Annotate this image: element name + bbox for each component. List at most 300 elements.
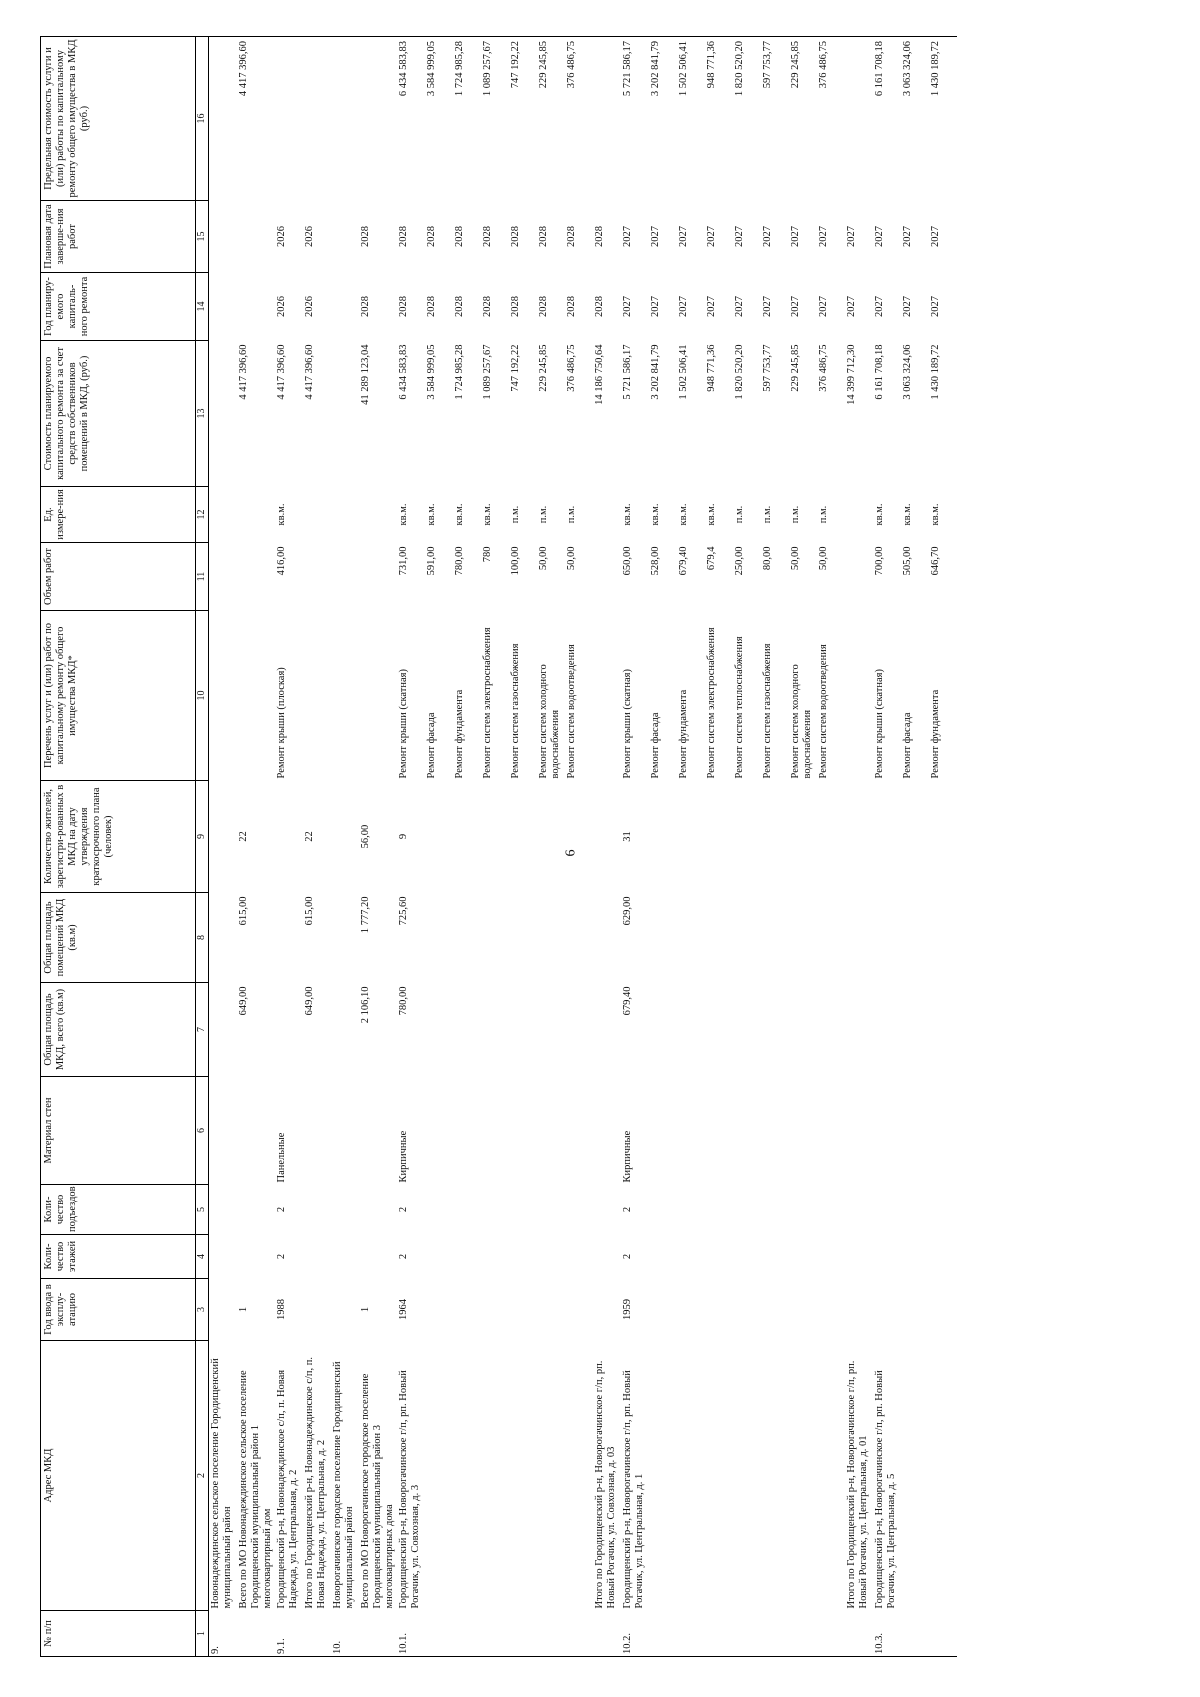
table-cell-col-16: 597 753,77	[761, 37, 789, 201]
table-cell-col-2: Городищенский р-н, Новорогачинское г/п, рп. Новый Рогачик, ул. Центральная, д. 5	[873, 1370, 897, 1609]
table-cell-col-15: 2027	[873, 226, 885, 247]
table-cell-col-7	[453, 983, 481, 1077]
table-cell-col-16	[593, 37, 621, 201]
table-cell-col-8	[789, 893, 817, 983]
table-cell-col-10: Ремонт систем водоотведения	[817, 644, 829, 779]
table-cell-col-8: 725,60	[397, 896, 409, 926]
table-cell-col-15: 2027	[901, 226, 913, 247]
table-cell-col-12: кв.м.	[873, 503, 885, 526]
table-cell-col-13: 6 434 583,83	[397, 344, 409, 400]
table-cell-col-15: 2026	[303, 226, 315, 247]
table-cell-col-14: 2027	[649, 296, 661, 317]
table-cell-col-2	[509, 1341, 537, 1611]
table-cell-col-16: 6 434 583,83	[397, 37, 425, 201]
table-cell-col-8: 629,00	[621, 896, 633, 926]
table-cell-col-14: 2027	[929, 296, 941, 317]
table-cell-col-8	[733, 893, 761, 983]
table-row	[677, 37, 705, 1657]
table-cell-col-10	[359, 611, 397, 781]
table-cell-col-13: 14 186 750,64	[593, 344, 605, 405]
table-cell-col-12	[331, 487, 359, 543]
table-cell-col-7	[481, 983, 509, 1077]
table-cell-col-9: 31	[621, 831, 633, 842]
table-cell-col-1	[593, 1611, 621, 1657]
table-cell-col-16	[275, 37, 303, 201]
table-cell-col-16: 948 771,36	[705, 37, 733, 201]
column-number-4: 4	[196, 1235, 209, 1279]
table-cell-col-3	[873, 1279, 901, 1341]
table-cell-col-12: п.м.	[509, 505, 521, 524]
table-cell-col-8	[425, 893, 453, 983]
table-cell-col-14: 2027	[733, 296, 745, 317]
table-cell-col-1	[733, 1611, 761, 1657]
table-row	[565, 37, 593, 1657]
table-cell-col-14: 2028	[593, 296, 605, 317]
table-cell-col-11: 416,00	[275, 546, 287, 576]
table-cell-col-8	[705, 893, 733, 983]
table-cell-col-13: 4 417 396,60	[303, 344, 315, 400]
table-cell-col-6	[761, 1077, 789, 1185]
table-cell-col-5	[761, 1185, 789, 1235]
table-cell-col-12: кв.м.	[481, 503, 493, 526]
table-cell-col-8: 615,00	[237, 896, 249, 926]
table-cell-col-5	[303, 1185, 331, 1235]
table-cell-col-6	[845, 1077, 873, 1185]
table-row	[303, 37, 331, 1657]
table-cell-col-8	[453, 893, 481, 983]
table-cell-col-15: 2028	[453, 226, 465, 247]
table-cell-col-13: 6 161 708,18	[873, 344, 885, 400]
table-cell-col-6: Кирпичные	[621, 1130, 633, 1183]
table-cell-col-10	[237, 611, 275, 781]
table-cell-col-2: Всего по МО Новонадеждинское сельское поселение Городищенский муниципальный район 1 многоквартирный дом	[237, 1370, 273, 1609]
table-cell-col-3	[481, 1279, 509, 1341]
table-cell-col-1	[649, 1611, 677, 1657]
table-cell-col-2	[901, 1341, 929, 1611]
table-cell-col-14: 2027	[677, 296, 689, 317]
table-cell-col-11: 591,00	[425, 546, 437, 576]
table-cell-col-13: 948 771,36	[705, 344, 717, 392]
table-cell-col-4	[237, 1235, 275, 1279]
table-cell-col-5	[817, 1185, 845, 1235]
table-cell-col-16: 1 430 189,72	[929, 37, 957, 201]
table-cell-col-15: 2028	[397, 226, 409, 247]
table-cell-col-15	[208, 201, 237, 273]
table-cell-col-3	[425, 1279, 453, 1341]
table-cell-col-7	[929, 983, 957, 1077]
table-cell-col-15: 2028	[509, 226, 521, 247]
table-cell-col-2	[481, 1341, 509, 1611]
table-cell-col-3: 1	[237, 1306, 249, 1313]
table-cell-col-1	[845, 1611, 873, 1657]
table-cell-col-12	[237, 487, 275, 543]
table-cell-col-16: 1 820 520,20	[733, 37, 761, 201]
table-cell-col-2	[761, 1341, 789, 1611]
table-cell-col-7	[733, 983, 761, 1077]
table-cell-col-9	[873, 781, 901, 893]
table-cell-col-14: 2026	[303, 296, 315, 317]
table-row	[733, 37, 761, 1657]
column-header-14: Год планиру-емого капиталь-ного ремонта	[41, 273, 196, 341]
table-row	[901, 37, 929, 1657]
table-cell-col-12: п.м.	[789, 505, 801, 524]
table-cell-col-5	[425, 1185, 453, 1235]
capital-repair-plan-table	[40, 36, 957, 1657]
table-cell-col-6	[331, 1077, 359, 1185]
table-cell-col-5	[733, 1185, 761, 1235]
column-header-10: Перечень услуг и (или) работ по капитальному ремонту общего имущества МКД*	[41, 611, 196, 781]
table-cell-col-12: кв.м.	[275, 503, 287, 526]
table-cell-col-10: Ремонт крыши (скатная)	[621, 668, 633, 779]
table-cell-col-10: Ремонт систем электроснабжения	[705, 627, 717, 779]
table-cell-col-15: 2028	[359, 226, 371, 247]
table-cell-col-2: Всего по МО Новорогачинское городское поселение Городищенский муниципальный район 3 многоквартирных дома	[359, 1373, 395, 1609]
table-cell-col-4	[845, 1235, 873, 1279]
table-cell-col-10: Ремонт фундамента	[453, 689, 465, 779]
table-cell-col-9	[649, 781, 677, 893]
table-cell-col-5	[359, 1185, 397, 1235]
table-cell-col-1	[453, 1611, 481, 1657]
table-cell-col-7	[873, 983, 901, 1077]
table-row	[789, 37, 817, 1657]
table-cell-col-9	[425, 781, 453, 893]
table-cell-col-4	[649, 1235, 677, 1279]
table-cell-col-13: 1 089 257,67	[481, 344, 493, 400]
table-cell-col-14: 2028	[425, 296, 437, 317]
column-number-row	[196, 37, 209, 1657]
table-row	[845, 37, 873, 1657]
table-cell-col-9	[789, 781, 817, 893]
table-row	[453, 37, 481, 1657]
table-cell-col-7	[677, 983, 705, 1077]
table-cell-col-3: 1	[359, 1306, 371, 1313]
table-cell-col-2	[817, 1341, 845, 1611]
table-cell-col-4: 2	[397, 1253, 409, 1260]
table-cell-col-3	[453, 1279, 481, 1341]
table-cell-col-13	[331, 341, 359, 487]
table-cell-col-13: 1 502 506,41	[677, 344, 689, 400]
table-cell-col-1	[901, 1611, 929, 1657]
table-cell-col-8	[481, 893, 509, 983]
table-cell-col-11: 731,00	[397, 546, 409, 576]
table-cell-col-5	[901, 1185, 929, 1235]
table-cell-col-11: 679,40	[677, 546, 689, 576]
table-cell-col-12: кв.м.	[677, 503, 689, 526]
table-cell-col-8	[845, 893, 873, 983]
table-cell-col-3	[677, 1279, 705, 1341]
table-row	[237, 37, 275, 1657]
table-cell-col-11: 650,00	[621, 546, 633, 576]
table-cell-col-9: 22	[303, 831, 315, 842]
table-cell-col-3	[845, 1279, 873, 1341]
table-cell-col-10: Ремонт крыши (скатная)	[397, 668, 409, 779]
table-cell-col-11: 780	[481, 546, 493, 563]
table-cell-col-11	[303, 543, 331, 611]
table-cell-col-14: 2028	[481, 296, 493, 317]
table-cell-col-4: 2	[621, 1253, 633, 1260]
table-cell-col-16: 3 202 841,79	[649, 37, 677, 201]
column-number-15: 15	[196, 201, 209, 273]
table-cell-col-14: 2028	[359, 296, 371, 317]
table-cell-col-1	[481, 1611, 509, 1657]
table-cell-col-14	[237, 273, 275, 341]
table-cell-col-9	[593, 781, 621, 893]
column-header-13: Стоимость планируемого капитального ремонта за счет средств собственников помещений в МКД, (руб.)	[41, 341, 196, 487]
table-cell-col-11	[593, 543, 621, 611]
table-cell-col-4	[331, 1235, 359, 1279]
table-cell-col-4	[789, 1235, 817, 1279]
table-cell-col-5	[929, 1185, 957, 1235]
table-cell-col-14: 2027	[817, 296, 829, 317]
table-cell-col-12: кв.м.	[901, 503, 913, 526]
table-cell-col-13: 4 417 396,60	[275, 344, 287, 400]
table-cell-col-1	[509, 1611, 537, 1657]
table-cell-col-10: Ремонт фасада	[649, 712, 661, 779]
table-cell-col-14: 2028	[537, 296, 549, 317]
table-cell-col-7: 780,00	[397, 986, 409, 1016]
column-header-1: № п/п	[41, 1611, 196, 1657]
table-cell-col-6	[733, 1077, 761, 1185]
table-cell-col-5	[537, 1185, 565, 1235]
table-cell-col-12	[303, 487, 331, 543]
table-cell-col-4	[303, 1235, 331, 1279]
table-cell-col-10: Ремонт фасада	[901, 712, 913, 779]
table-cell-col-7	[509, 983, 537, 1077]
column-number-5: 5	[196, 1185, 209, 1235]
table-body	[208, 37, 957, 1657]
table-cell-col-14: 2026	[275, 296, 287, 317]
table-cell-col-1	[677, 1611, 705, 1657]
table-cell-col-4: 2	[275, 1253, 287, 1260]
table-cell-col-3	[929, 1279, 957, 1341]
table-cell-col-8: 1 777,20	[359, 896, 371, 934]
table-cell-col-16: 229 245,85	[537, 37, 565, 201]
table-row	[621, 37, 649, 1657]
table-cell-col-2: Новорогачинское городское поселение Городищенский муниципальный район	[331, 1361, 355, 1609]
table-cell-col-6	[303, 1077, 331, 1185]
column-number-16: 16	[196, 37, 209, 201]
table-cell-col-10: Ремонт систем холодного водоснабжения	[789, 664, 813, 779]
table-cell-col-4	[208, 1235, 237, 1279]
page-number: 6	[563, 849, 579, 857]
column-number-11: 11	[196, 543, 209, 611]
table-cell-col-10: Ремонт систем электроснабжения	[481, 627, 493, 779]
table-cell-col-14	[331, 273, 359, 341]
table-cell-col-16: 1 089 257,67	[481, 37, 509, 201]
table-cell-col-11: 250,00	[733, 546, 745, 576]
table-cell-col-16	[208, 37, 237, 201]
table-cell-col-8	[761, 893, 789, 983]
table-cell-col-7	[761, 983, 789, 1077]
table-row	[481, 37, 509, 1657]
table-cell-col-16: 3 063 324,06	[901, 37, 929, 201]
table-cell-col-9	[705, 781, 733, 893]
table-cell-col-5	[565, 1185, 593, 1235]
table-cell-col-3	[789, 1279, 817, 1341]
table-cell-col-15: 2027	[733, 226, 745, 247]
column-number-10: 10	[196, 611, 209, 781]
table-cell-col-2	[733, 1341, 761, 1611]
table-cell-col-1: 9.1.	[275, 1611, 303, 1657]
table-cell-col-1	[929, 1611, 957, 1657]
table-cell-col-15: 2028	[425, 226, 437, 247]
table-cell-col-10: Ремонт систем газоснабжения	[509, 643, 521, 779]
table-cell-col-13: 376 486,75	[565, 344, 577, 392]
column-header-6: Материал стен	[41, 1077, 196, 1185]
column-number-9: 9	[196, 781, 209, 893]
table-cell-col-5	[845, 1185, 873, 1235]
table-cell-col-9	[733, 781, 761, 893]
table-cell-col-5	[677, 1185, 705, 1235]
table-cell-col-7	[208, 983, 237, 1077]
table-cell-col-6	[565, 1077, 593, 1185]
table-cell-col-4	[705, 1235, 733, 1279]
table-cell-col-2: Новонадеждинское сельское поселение Городищенский муниципальный район	[209, 1358, 233, 1609]
table-cell-col-8	[677, 893, 705, 983]
table-cell-col-6	[208, 1077, 237, 1185]
table-cell-col-1: 10.2.	[621, 1611, 649, 1657]
table-cell-col-16: 5 721 586,17	[621, 37, 649, 201]
table-cell-col-11: 780,00	[453, 546, 465, 576]
table-cell-col-12	[593, 487, 621, 543]
table-cell-col-15: 2026	[275, 226, 287, 247]
table-cell-col-2	[705, 1341, 733, 1611]
table-cell-col-7: 2 106,10	[359, 986, 371, 1024]
table-cell-col-2	[537, 1341, 565, 1611]
table-cell-col-12: кв.м.	[621, 503, 633, 526]
table-cell-col-7	[789, 983, 817, 1077]
column-number-2: 2	[196, 1341, 209, 1611]
table-row	[397, 37, 425, 1657]
table-cell-col-16	[331, 37, 359, 201]
table-cell-col-16: 376 486,75	[565, 37, 593, 201]
table-cell-col-14: 2027	[621, 296, 633, 317]
table-cell-col-6	[537, 1077, 565, 1185]
table-cell-col-14: 2027	[789, 296, 801, 317]
table-cell-col-14: 2027	[873, 296, 885, 317]
table-cell-col-9	[565, 781, 593, 893]
table-cell-col-7	[901, 983, 929, 1077]
column-number-8: 8	[196, 893, 209, 983]
table-cell-col-11: 646,70	[929, 546, 941, 576]
table-cell-col-8	[593, 893, 621, 983]
table-cell-col-11	[208, 543, 237, 611]
table-cell-col-6	[509, 1077, 537, 1185]
table-cell-col-16	[845, 37, 873, 201]
table-cell-col-14	[208, 273, 237, 341]
table-cell-col-10: Ремонт крыши (скатная)	[873, 668, 885, 779]
table-cell-col-6	[425, 1077, 453, 1185]
table-cell-col-12	[208, 487, 237, 543]
column-number-6: 6	[196, 1077, 209, 1185]
table-cell-col-2	[929, 1341, 957, 1611]
table-cell-col-15: 2028	[565, 226, 577, 247]
table-cell-col-8	[929, 893, 957, 983]
table-cell-col-13: 376 486,75	[817, 344, 829, 392]
table-cell-col-7	[649, 983, 677, 1077]
table-cell-col-3: 1988	[275, 1299, 287, 1320]
table-cell-col-8	[565, 893, 593, 983]
table-row	[873, 37, 901, 1657]
table-cell-col-2	[677, 1341, 705, 1611]
table-cell-col-16	[359, 37, 397, 201]
table-cell-col-3	[817, 1279, 845, 1341]
table-cell-col-12: п.м.	[733, 505, 745, 524]
table-cell-col-7	[275, 983, 303, 1077]
table-cell-col-7: 649,00	[303, 986, 315, 1016]
table-cell-col-11: 80,00	[761, 546, 773, 571]
table-cell-col-3	[565, 1279, 593, 1341]
table-cell-col-1	[789, 1611, 817, 1657]
table-cell-col-6	[677, 1077, 705, 1185]
table-row	[509, 37, 537, 1657]
table-cell-col-13: 41 289 123,04	[359, 344, 371, 405]
table-cell-col-1	[359, 1611, 397, 1657]
table-cell-col-4	[677, 1235, 705, 1279]
table-cell-col-4	[509, 1235, 537, 1279]
column-header-9: Количество жителей, зарегистри-рованных в МКД на дату утверждения краткосрочного плана (человек)	[41, 781, 196, 893]
table-cell-col-12: кв.м.	[929, 503, 941, 526]
table-cell-col-15: 2028	[537, 226, 549, 247]
table-cell-col-10: Ремонт систем водоотведения	[565, 644, 577, 779]
table-cell-col-3	[537, 1279, 565, 1341]
table-cell-col-8	[873, 893, 901, 983]
table-cell-col-14: 2028	[397, 296, 409, 317]
table-cell-col-4	[733, 1235, 761, 1279]
table-cell-col-1	[237, 1611, 275, 1657]
table-cell-col-15: 2027	[705, 226, 717, 247]
table-row	[537, 37, 565, 1657]
table-cell-col-6	[705, 1077, 733, 1185]
table-cell-col-8	[275, 893, 303, 983]
table-row	[649, 37, 677, 1657]
table-cell-col-13: 3 584 999,05	[425, 344, 437, 400]
table-cell-col-11: 528,00	[649, 546, 661, 576]
table-cell-col-8	[817, 893, 845, 983]
table-cell-col-16: 6 161 708,18	[873, 37, 901, 201]
table-cell-col-3	[761, 1279, 789, 1341]
table-cell-col-5	[331, 1185, 359, 1235]
table-cell-col-11: 50,00	[817, 546, 829, 571]
table-row	[208, 37, 237, 1657]
table-cell-col-6: Панельные	[275, 1132, 287, 1183]
table-cell-col-1	[761, 1611, 789, 1657]
table-cell-col-3	[208, 1279, 237, 1341]
table-cell-col-2: Городищенский р-н, Новонадеждинское с/п, п. Новая Надежда, ул. Центральная, д. 2	[275, 1369, 299, 1609]
table-cell-col-10: Ремонт крыши (плоская)	[275, 667, 287, 779]
table-cell-col-9	[453, 781, 481, 893]
table-cell-col-13: 3 063 324,06	[901, 344, 913, 400]
table-cell-col-3	[733, 1279, 761, 1341]
table-cell-col-2	[425, 1341, 453, 1611]
column-header-3: Год ввода в эксплу-атацию	[41, 1279, 196, 1341]
table-cell-col-5	[208, 1185, 237, 1235]
table-cell-col-6	[929, 1077, 957, 1185]
table-cell-col-1	[565, 1611, 593, 1657]
table-cell-col-12	[845, 487, 873, 543]
table-cell-col-1	[537, 1611, 565, 1657]
table-cell-col-5	[789, 1185, 817, 1235]
table-cell-col-4	[873, 1235, 901, 1279]
table-cell-col-15: 2028	[593, 226, 605, 247]
table-cell-col-11: 679,4	[705, 546, 717, 571]
table-row	[817, 37, 845, 1657]
table-cell-col-13: 1 430 189,72	[929, 344, 941, 400]
table-cell-col-4	[901, 1235, 929, 1279]
table-cell-col-9: 9	[397, 833, 409, 840]
table-cell-col-14: 2027	[761, 296, 773, 317]
table-cell-col-16: 747 192,22	[509, 37, 537, 201]
